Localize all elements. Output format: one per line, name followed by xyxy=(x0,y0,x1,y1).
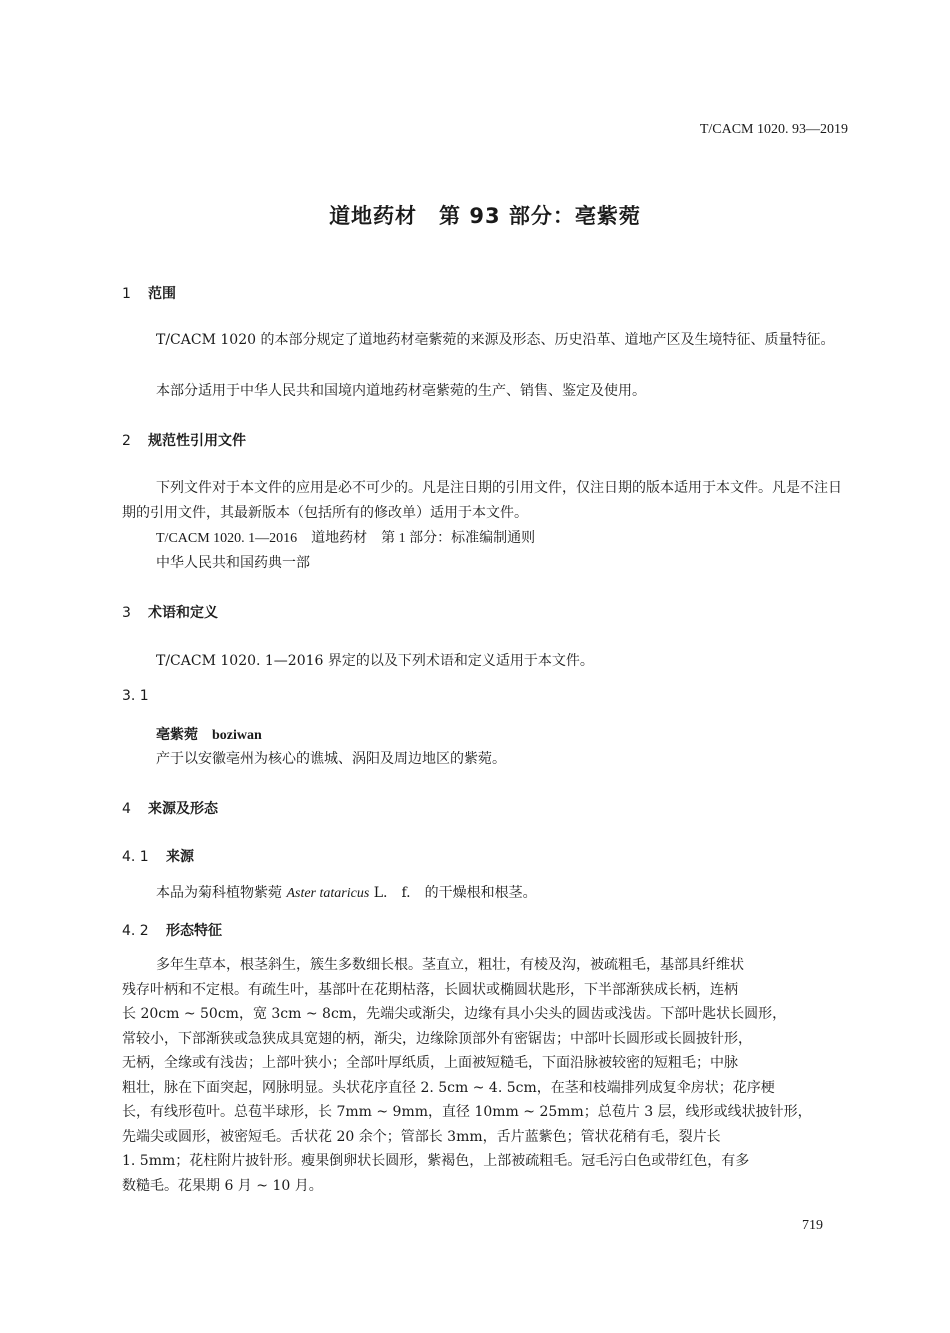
section-title: 规范性引用文件 xyxy=(148,433,246,449)
subsection-title: 形态特征 xyxy=(166,923,222,939)
section-title: 来源及形态 xyxy=(148,801,218,817)
section-2-paragraph-1 xyxy=(122,476,850,525)
term-entry xyxy=(156,724,262,744)
morphology-line: 1. 5mm；花柱附片披针形。瘦果倒卵状长圆形，紫褐色，上部被疏粗毛。冠毛污白色或带红色，有多 xyxy=(122,1153,750,1169)
section-number: 4 xyxy=(122,801,131,817)
morphology-line: 长，有线形苞叶。总苞半球形，长 7mm ~ 9mm，直径 10mm ~ 25mm；总苞片 3 层，线形或线状披针形， xyxy=(122,1104,812,1120)
subsection-title: 来源 xyxy=(166,849,194,865)
morphology-line: 多年生草本，根茎斜生，簇生多数细长根。茎直立，粗壮，有棱及沟，被疏粗毛，基部具纤维状 xyxy=(156,957,744,973)
morphology-line: 无柄，全缘或有浅齿；上部叶狭小；全部叶厚纸质，上面被短糙毛，下面沿脉被较密的短粗毛；中脉 xyxy=(122,1055,738,1071)
subsection-number: 4. 1 xyxy=(122,849,149,865)
section-number: 1 xyxy=(122,286,131,302)
section-number: 3 xyxy=(122,605,131,621)
subsection-3-1-number: 3. 1 xyxy=(122,688,149,704)
subsection-number: 4. 2 xyxy=(122,923,149,939)
morphology-line: 先端尖或圆形，被密短毛。舌状花 20 余个；管部长 3mm，舌片蓝紫色；管状花稍有毛，裂片长 xyxy=(122,1128,721,1145)
section-2-heading xyxy=(122,430,246,450)
morphology-line: 残存叶柄和不定根。有疏生叶，基部叶在花期枯落，长圆状或椭圆状匙形，下半部渐狭成长柄，连柄 xyxy=(122,981,738,998)
section-1-paragraph-1 xyxy=(122,328,850,353)
page-number: 719 xyxy=(802,1218,823,1233)
source-statement xyxy=(156,882,537,902)
subsection-4-1-heading xyxy=(122,846,194,866)
morphology-line: 数糙毛。花果期 6 月 ~ 10 月。 xyxy=(122,1177,323,1194)
section-1-paragraph-2: 本部分适用于中华人民共和国境内道地药材亳紫菀的生产、销售、鉴定及使用。 xyxy=(156,383,646,399)
morphology-line: 粗壮，脉在下面突起，网脉明显。头状花序直径 2. 5cm ~ 4. 5cm，在茎和枝端排列成复伞房状；花序梗 xyxy=(122,1079,775,1096)
source-text-b: L. f. 的干燥根和根茎。 xyxy=(373,885,537,901)
section-number: 2 xyxy=(122,433,131,449)
reference-2: 中华人民共和国药典一部 xyxy=(156,555,310,571)
page-title: 道地药材 第 93 部分：亳紫菀 xyxy=(329,204,641,228)
paragraph-text: T/CACM 1020 的本部分规定了道地药材亳紫菀的来源及形态、历史沿革、道地产区及生境特征、质量特征。 xyxy=(156,332,835,348)
section-4-heading xyxy=(122,798,218,818)
term-english: boziwan xyxy=(212,728,262,743)
morphology-line: 长 20cm ~ 50cm，宽 3cm ~ 8cm，先端尖或渐尖，边缘有具小尖头的圆齿或浅齿。下部叶匙状长圆形， xyxy=(122,1006,787,1022)
morphology-paragraph xyxy=(122,953,850,1198)
morphology-line: 常较小，下部渐狭或急狭成具宽翅的柄，渐尖，边缘除顶部外有密锯齿；中部叶长圆形或长圆披针形， xyxy=(122,1030,752,1047)
term-definition: 产于以安徽亳州为核心的谯城、涡阳及周边地区的紫菀。 xyxy=(156,751,506,767)
section-3-heading xyxy=(122,602,218,622)
section-3-paragraph-1: T/CACM 1020. 1—2016 界定的以及下列术语和定义适用于本文件。 xyxy=(156,653,594,669)
source-text-a: 本品为菊科植物紫菀 xyxy=(156,885,282,901)
section-title: 范围 xyxy=(148,286,176,302)
term-chinese: 亳紫菀 xyxy=(156,727,198,743)
paragraph-text: 下列文件对于本文件的应用是必不可少的。凡是注日期的引用文件，仅注日期的版本适用于本文件。凡是不注日期的引用文件，其最新版本（包括所有的修改单）适用于本文件。 xyxy=(122,480,842,521)
section-1-heading xyxy=(122,283,176,303)
latin-name: Aster tataricus xyxy=(286,886,370,901)
reference-1: T/CACM 1020. 1—2016 道地药材 第 1 部分：标准编制通则 xyxy=(156,531,536,546)
standard-number: T/CACM 1020. 93—2019 xyxy=(699,122,848,137)
section-title: 术语和定义 xyxy=(148,605,218,621)
subsection-4-2-heading xyxy=(122,920,222,940)
